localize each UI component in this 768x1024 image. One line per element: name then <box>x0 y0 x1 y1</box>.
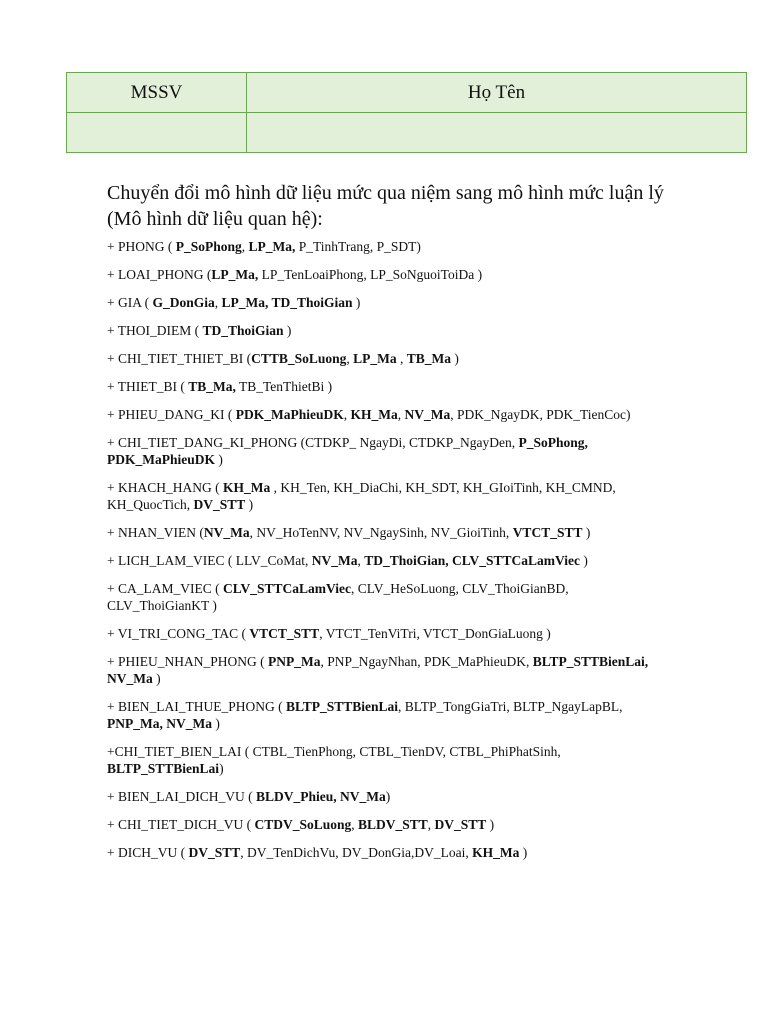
schema-text: , <box>357 553 365 568</box>
schema-text: + CHI_TIET_THIET_BI ( <box>107 351 252 366</box>
key-attribute-text: BLDV_STT <box>358 817 428 832</box>
schema-text: ) <box>582 525 591 540</box>
key-attribute-text: PDK_MaPhieuDK <box>235 407 344 422</box>
schema-text: ) <box>152 671 161 686</box>
key-attribute-text: DV_STT <box>434 817 487 832</box>
heading-line-1: Chuyển đổi mô hình dữ liệu mức qua niệm sang mô hình mức luận lý <box>107 182 664 204</box>
table-row <box>67 113 747 153</box>
key-attribute-text: BLTP_STTBienLai <box>285 699 399 714</box>
schema-text: TB_TenThietBi ) <box>235 379 333 394</box>
key-attribute-text: BLDV_Phieu, NV_Ma <box>255 789 386 804</box>
list-item <box>107 378 667 395</box>
schema-text: , <box>214 295 222 310</box>
list-item <box>107 322 667 339</box>
schema-text: , <box>396 351 407 366</box>
list-item <box>107 479 667 513</box>
key-attribute-text: LP_Ma, <box>211 267 259 282</box>
key-attribute-text: KH_Ma <box>472 845 520 860</box>
heading-line-2: (Mô hình dữ liệu quan hệ): <box>107 208 323 230</box>
schema-text: LP_TenLoaiPhong, LP_SoNguoiToiDa ) <box>258 267 483 282</box>
schema-text: ) <box>245 497 254 512</box>
schema-text: + THOI_DIEM ( <box>107 323 203 338</box>
key-attribute-text: LP_Ma, TD_ThoiGian <box>221 295 353 310</box>
schema-text: ) <box>451 351 459 366</box>
schema-text: + PHONG ( <box>107 239 176 254</box>
list-item <box>107 743 667 777</box>
key-attribute-text: VTCT_STT <box>512 525 583 540</box>
key-attribute-text: NV_Ma <box>203 525 250 540</box>
list-item <box>107 294 667 311</box>
schema-text: + BIEN_LAI_THUE_PHONG ( <box>107 699 286 714</box>
list-item <box>107 844 667 861</box>
schema-text: ) <box>215 452 223 467</box>
key-attribute-text: LP_Ma <box>353 351 397 366</box>
schema-text: , PDK_NgayDK, PDK_TienCoc) <box>450 407 631 422</box>
list-item <box>107 238 667 255</box>
schema-text: , <box>241 239 249 254</box>
mssv-cell <box>67 113 247 153</box>
schema-text: ) <box>385 789 391 804</box>
key-attribute-text: TD_ThoiGian <box>202 323 284 338</box>
list-item <box>107 406 667 423</box>
schema-text: + PHIEU_NHAN_PHONG ( <box>107 654 268 669</box>
schema-text: +CHI_TIET_BIEN_LAI ( CTBL_TienPhong, CTBL_TienDV, CTBL_PhiPhatSinh, <box>107 744 561 759</box>
schema-text: , <box>343 407 351 422</box>
list-item <box>107 266 667 283</box>
schema-text: , <box>397 407 405 422</box>
key-attribute-text: NV_Ma <box>311 553 358 568</box>
schema-text: , NV_HoTenNV, NV_NgaySinh, NV_GioiTinh, <box>249 525 513 540</box>
key-attribute-text: VTCT_STT <box>249 626 320 641</box>
schema-text: ) <box>580 553 588 568</box>
key-attribute-text: G_DonGia <box>152 295 215 310</box>
key-attribute-text: DV_STT <box>188 845 241 860</box>
key-attribute-text: LP_Ma, <box>248 239 296 254</box>
list-item <box>107 816 667 833</box>
schema-text: P_TinhTrang, P_SDT) <box>295 239 421 254</box>
key-attribute-text: KH_Ma <box>350 407 398 422</box>
key-attribute-text: DV_STT <box>193 497 246 512</box>
key-attribute-text: NV_Ma <box>404 407 451 422</box>
list-item <box>107 580 667 614</box>
schema-text: + BIEN_LAI_DICH_VU ( <box>107 789 256 804</box>
list-item <box>107 524 667 541</box>
list-item <box>107 552 667 569</box>
key-attribute-text: TB_Ma <box>406 351 452 366</box>
schema-text: ) <box>519 845 528 860</box>
schema-text: ) <box>219 761 224 776</box>
key-attribute-text: TD_ThoiGian, CLV_STTCaLamViec <box>364 553 581 568</box>
schema-text: + PHIEU_DANG_KI ( <box>107 407 236 422</box>
schema-text: , VTCT_TenViTri, VTCT_DonGiaLuong ) <box>319 626 551 641</box>
schema-text: + LOAI_PHONG ( <box>107 267 212 282</box>
schema-text: + CHI_TIET_DANG_KI_PHONG (CTDKP_ NgayDi, CTDKP_NgayDen, <box>107 435 519 450</box>
key-attribute-text: KH_Ma <box>222 480 271 495</box>
list-item <box>107 698 667 732</box>
schema-text: + CA_LAM_VIEC ( <box>107 581 223 596</box>
schema-text: , KH_Ten, KH_DiaChi, KH_SDT, KH_GIoiTinh, KH_CMND, KH_QuocTich, <box>107 480 616 512</box>
mssv-header: MSSV <box>67 73 247 113</box>
schema-text: , <box>351 817 358 832</box>
key-attribute-text: CLV_STTCaLamViec <box>222 581 351 596</box>
key-attribute-text: TB_Ma, <box>188 379 236 394</box>
schema-text: + CHI_TIET_DICH_VU ( <box>107 817 255 832</box>
key-attribute-text: PNP_Ma, NV_Ma <box>107 716 212 731</box>
student-info-table <box>66 72 747 153</box>
table-header-row <box>67 73 747 113</box>
list-item <box>107 625 667 642</box>
schema-text: + THIET_BI ( <box>107 379 189 394</box>
schema-text: + KHACH_HANG ( <box>107 480 223 495</box>
schema-text: ) <box>283 323 292 338</box>
schema-text: , PNP_NgayNhan, PDK_MaPhieuDK, <box>320 654 533 669</box>
list-item <box>107 653 667 687</box>
relation-schema-list <box>107 238 667 872</box>
list-item <box>107 350 667 367</box>
schema-text: + NHAN_VIEN ( <box>107 525 204 540</box>
schema-text: , <box>346 351 354 366</box>
key-attribute-text: BLTP_STTBienLai, NV_Ma <box>107 654 649 686</box>
key-attribute-text: BLTP_STTBienLai <box>107 761 220 776</box>
schema-text: , DV_TenDichVu, DV_DonGia,DV_Loai, <box>240 845 473 860</box>
schema-text: ) <box>211 716 220 731</box>
schema-text: + LICH_LAM_VIEC ( LLV_CoMat, <box>107 553 312 568</box>
schema-text: + DICH_VU ( <box>107 845 189 860</box>
section-heading <box>107 180 717 232</box>
schema-text: + GIA ( <box>107 295 153 310</box>
key-attribute-text: CTTB_SoLuong <box>251 351 347 366</box>
schema-text: , <box>427 817 435 832</box>
key-attribute-text: PNP_Ma <box>268 654 321 669</box>
schema-text: ) <box>486 817 495 832</box>
fullname-header: Họ Tên <box>247 73 747 113</box>
list-item <box>107 434 667 468</box>
key-attribute-text: CTDV_SoLuong <box>254 817 352 832</box>
key-attribute-text: P_SoPhong, PDK_MaPhieuDK <box>107 435 588 467</box>
schema-text: , BLTP_TongGiaTri, BLTP_NgayLapBL, <box>398 699 623 714</box>
schema-text: + VI_TRI_CONG_TAC ( <box>107 626 250 641</box>
schema-text: , CLV_HeSoLuong, CLV_ThoiGianBD, CLV_ThoiGianKT ) <box>107 581 569 613</box>
fullname-cell <box>247 113 747 153</box>
key-attribute-text: P_SoPhong <box>175 239 242 254</box>
schema-text: ) <box>352 295 361 310</box>
list-item <box>107 788 667 805</box>
